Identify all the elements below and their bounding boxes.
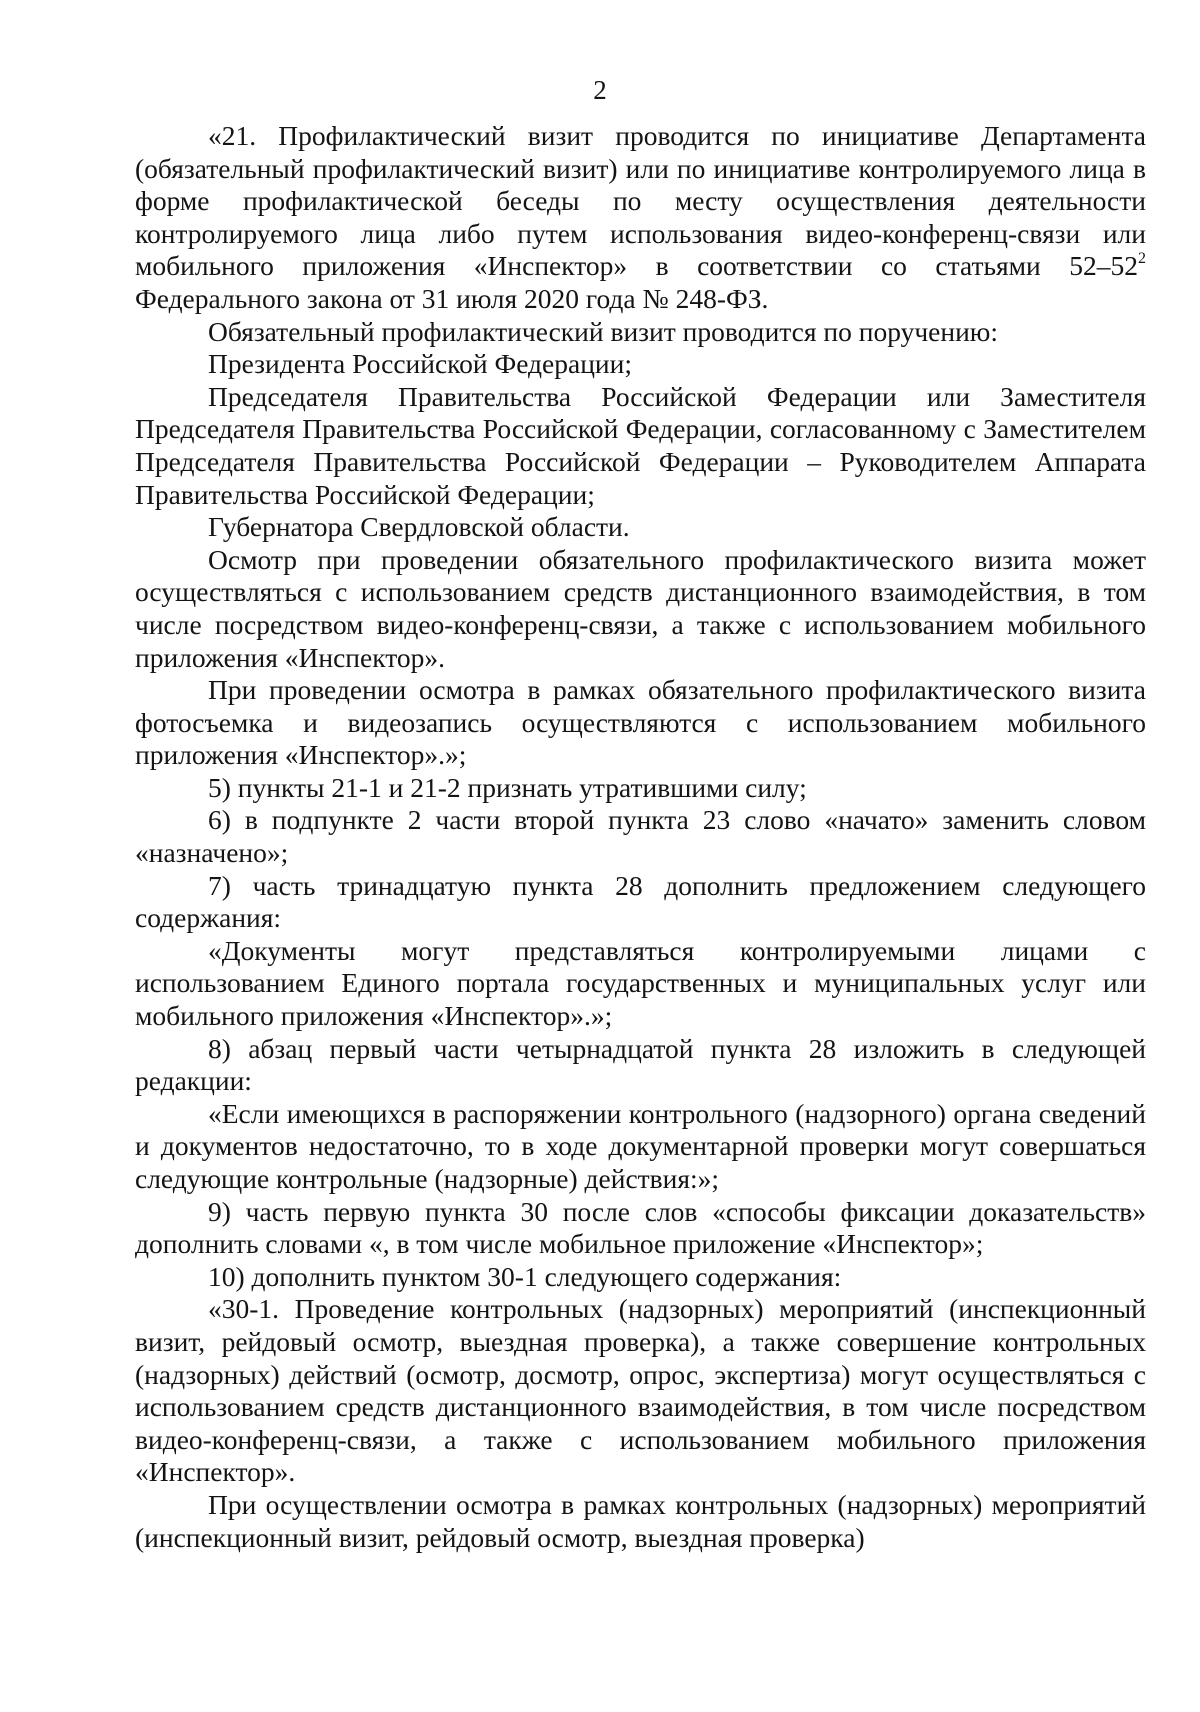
paragraph: 9) часть первую пункта 30 после слов «способы фиксации доказательств» дополнить словами «, в том числе мобильное приложение «Инспектор»; bbox=[135, 1195, 1146, 1260]
paragraph: «30-1. Проведение контрольных (надзорных) мероприятий (инспекционный визит, рейдовый осмотр, выездная проверка), а также совершение контрольных (надзорных) действий (осмотр, досмотр, опрос, экспертиза) могут осуществляться с использованием средств дистанционного взаимодействия, в том числе посредством видео-конференц-связи, а также с использованием мобильного приложения «Инспектор». bbox=[135, 1293, 1146, 1488]
paragraph: Осмотр при проведении обязательного профилактического визита может осуществляться с использованием средств дистанционного взаимодействия, в том числе посредством видео-конференц-связи, а также с использованием мобильного приложения «Инспектор». bbox=[135, 543, 1146, 673]
paragraph: Обязательный профилактический визит проводится по поручению: bbox=[208, 315, 998, 347]
paragraph: 5) пункты 21-1 и 21-2 признать утратившими силу; bbox=[208, 771, 807, 803]
paragraph: 10) дополнить пунктом 30-1 следующего содержания: bbox=[208, 1260, 842, 1292]
page-number: 2 bbox=[593, 75, 607, 105]
paragraph: Губернатора Свердловской области. bbox=[208, 511, 630, 543]
paragraph: «Если имеющихся в распоряжении контрольного (надзорного) органа сведений и документов недостаточно, то в ходе документарной проверки могут совершаться следующие контрольные (надзорные) действия:»; bbox=[135, 1097, 1146, 1194]
paragraph-text: «21. Профилактический визит проводится по инициативе Департамента (обязательный профилактический визит) или по инициативе контролируемого лица в форме профилактической беседы по месту осуществления деятельности контролируемого лица либо путем использования видео-конференц-связи или мобильного приложения «Инспектор» в соответствии со статьями 52–52 bbox=[135, 120, 1146, 282]
paragraph: При проведении осмотра в рамках обязательного профилактического визита фотосъемка и видеозапись осуществляются с использованием мобильного приложения «Инспектор».»; bbox=[135, 674, 1146, 771]
paragraph: Председателя Правительства Российской Федерации или Заместителя Председателя Правительства Российской Федерации, согласованному с Заместителем Председателя Правительства Российской Федерации – Руководителем Аппарата Правительства Российской Федерации; bbox=[135, 380, 1146, 510]
paragraph: 7) часть тринадцатую пункта 28 дополнить предложением следующего содержания: bbox=[135, 869, 1146, 934]
paragraph bbox=[135, 120, 1146, 316]
paragraph: 8) абзац первый части четырнадцатой пункта 28 изложить в следующей редакции: bbox=[135, 1032, 1146, 1097]
paragraph: Президента Российской Федерации; bbox=[208, 348, 632, 380]
paragraph: «Документы могут представляться контролируемыми лицами с использованием Единого портала государственных и муниципальных услуг или мобильного приложения «Инспектор».»; bbox=[135, 934, 1146, 1032]
paragraph-text-tail: Федерального закона от 31 июля 2020 года № 248-ФЗ. bbox=[135, 282, 769, 314]
document-body bbox=[135, 120, 1146, 1554]
paragraph: При осуществлении осмотра в рамках контрольных (надзорных) мероприятий (инспекционный визит, рейдовый осмотр, выездная проверка) bbox=[135, 1488, 1146, 1553]
superscript: 2 bbox=[1138, 250, 1146, 268]
paragraph: 6) в подпункте 2 части второй пункта 23 слово «начато» заменить словом «назначено»; bbox=[135, 804, 1146, 869]
